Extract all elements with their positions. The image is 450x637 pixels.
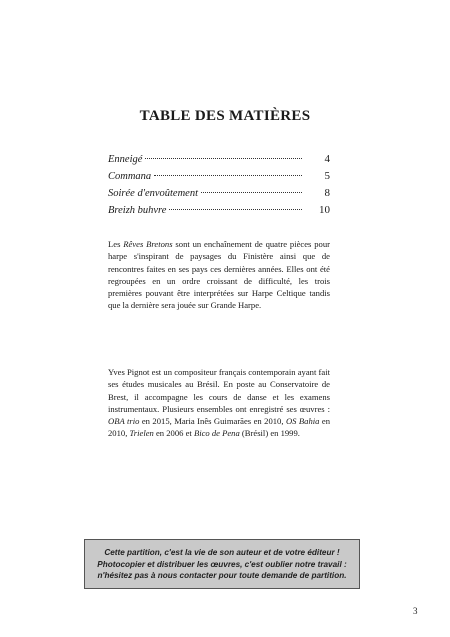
toc-entry-label: Breizh buhvre: [108, 205, 167, 216]
toc-entry: [108, 151, 330, 168]
toc-leader-dots: [145, 158, 302, 159]
toc-entry-page: 8: [324, 187, 330, 199]
description-text: sont un enchaînement de quatre pièces pour harpe s'inspirant de paysages du Finistère ainsi que de rencontres faites en ses pays ces dernières années. Elles ont été regroupées en un ordre croissant de difficulté, les trois premières pouvant être interprétées sur Harpe Celtique tandis que la dernière sera jouée sur Grande Harpe.: [108, 239, 330, 311]
bio-text: en 2015, Maria Inês Guimarães en 2010,: [139, 416, 286, 427]
toc-leader-dots: [169, 209, 302, 210]
notice-line: Cette partition, c'est la vie de son auteur et de votre éditeur !: [104, 548, 340, 557]
toc-leader-dots: [154, 175, 302, 176]
ensemble-name: OS Bahia: [285, 416, 320, 427]
ensemble-name: Trielen: [129, 428, 154, 439]
bio-text: Yves Pignot est un compositeur français contemporain ayant fait ses études musicales au Brésil. En poste au Conservatoire de Brest, il accompagne les cours de danse et les examens instrumentaux. Plusieurs ensembles ont enregistré ses œuvres :: [108, 367, 330, 414]
toc-entry-label: Soirée d'envoûtement: [108, 188, 199, 199]
toc-entry-label: Enneigé: [108, 154, 143, 165]
ensemble-name: Bico de Pena: [193, 428, 240, 439]
composer-bio-paragraph: [108, 366, 330, 440]
toc-entry-page: 4: [324, 153, 330, 165]
bio-text: en 2010,: [108, 416, 330, 439]
notice-line: n'hésitez pas à nous contacter pour toute demande de partition.: [97, 571, 347, 580]
toc-entry-page: 10: [319, 204, 330, 216]
ensemble-name: OBA trio: [108, 416, 140, 427]
bio-text: (Brésil) en 1999.: [239, 428, 300, 439]
description-paragraph: [108, 238, 330, 312]
bio-text: en 2006 et: [153, 428, 194, 439]
toc-entry: [108, 202, 330, 219]
toc-entry: [108, 185, 330, 202]
notice-line: Photocopier et distribuer les œuvres, c'est oublier notre travail :: [97, 559, 347, 569]
page-number: 3: [413, 606, 418, 616]
toc-leader-dots: [201, 192, 302, 193]
toc-entry-page: 5: [324, 170, 330, 182]
toc-title: TABLE DES MATIÈRES: [139, 108, 311, 124]
copyright-notice-box: [84, 539, 360, 589]
description-text: Les: [108, 239, 124, 249]
toc-entry: [108, 168, 330, 185]
toc-entry-label: Commana: [108, 171, 152, 182]
collection-title: Rêves Bretons: [123, 239, 173, 249]
toc-list: [108, 151, 330, 219]
